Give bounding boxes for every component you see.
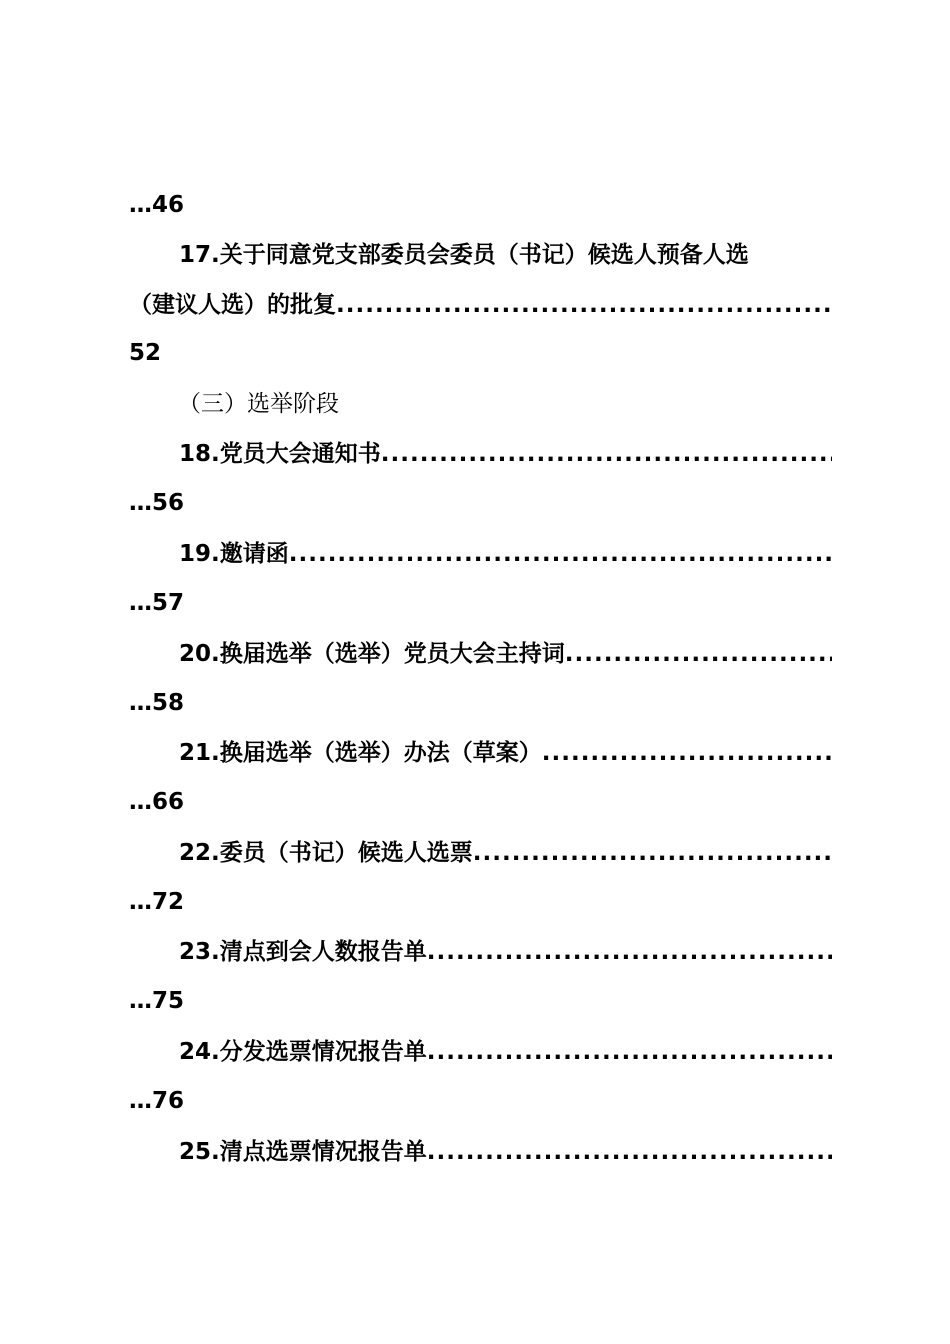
toc-entry-20[interactable] (129, 634, 832, 674)
toc-page-number: …57 (129, 590, 185, 616)
toc-page-number: …76 (129, 1088, 185, 1114)
toc-page-number: …66 (129, 789, 185, 815)
toc-entry-25-text: 25.清点选票情况报告单 (179, 1139, 427, 1165)
toc-entry-17-line2[interactable] (129, 285, 832, 325)
toc-entry-22-text: 22.委员（书记）候选人选票 (179, 840, 473, 866)
toc-entry-23-text: 23.清点到会人数报告单 (179, 939, 427, 965)
toc-entry-18[interactable] (129, 434, 832, 474)
toc-entry-17-line1[interactable]: 17.关于同意党支部委员会委员（书记）候选人预备人选 (179, 242, 749, 268)
toc-leader-dots (381, 434, 832, 474)
toc-entry-20-text: 20.换届选举（选举）党员大会主持词 (179, 641, 565, 667)
toc-leader-dots (565, 634, 832, 674)
toc-entry-25[interactable] (129, 1132, 832, 1172)
toc-page-number: …75 (129, 988, 185, 1014)
toc-page-number: …72 (129, 889, 185, 915)
toc-page-number: …46 (129, 192, 185, 218)
toc-entry-22[interactable] (129, 833, 832, 873)
toc-entry-17-text: （建议人选）的批复 (129, 292, 336, 318)
toc-entry-24[interactable] (129, 1032, 832, 1072)
toc-page-number: …58 (129, 690, 185, 716)
toc-leader-dots (427, 1132, 832, 1172)
toc-leader-dots (289, 534, 832, 574)
toc-entry-19-text: 19.邀请函 (179, 541, 289, 567)
toc-entry-18-text: 18.党员大会通知书 (179, 441, 381, 467)
toc-leader-dots (473, 833, 832, 873)
toc-page-number: …56 (129, 490, 185, 516)
toc-leader-dots (336, 285, 832, 325)
toc-entry-24-text: 24.分发选票情况报告单 (179, 1039, 427, 1065)
toc-entry-19[interactable] (129, 534, 832, 574)
section-heading: （三）选举阶段 (178, 391, 339, 417)
toc-leader-dots (427, 1032, 832, 1072)
toc-entry-23[interactable] (129, 932, 832, 972)
toc-leader-dots (427, 932, 832, 972)
toc-entry-21-text: 21.换届选举（选举）办法（草案） (179, 740, 542, 766)
toc-entry-21[interactable] (129, 733, 832, 773)
toc-leader-dots (542, 733, 832, 773)
toc-page-number: 52 (129, 340, 162, 366)
